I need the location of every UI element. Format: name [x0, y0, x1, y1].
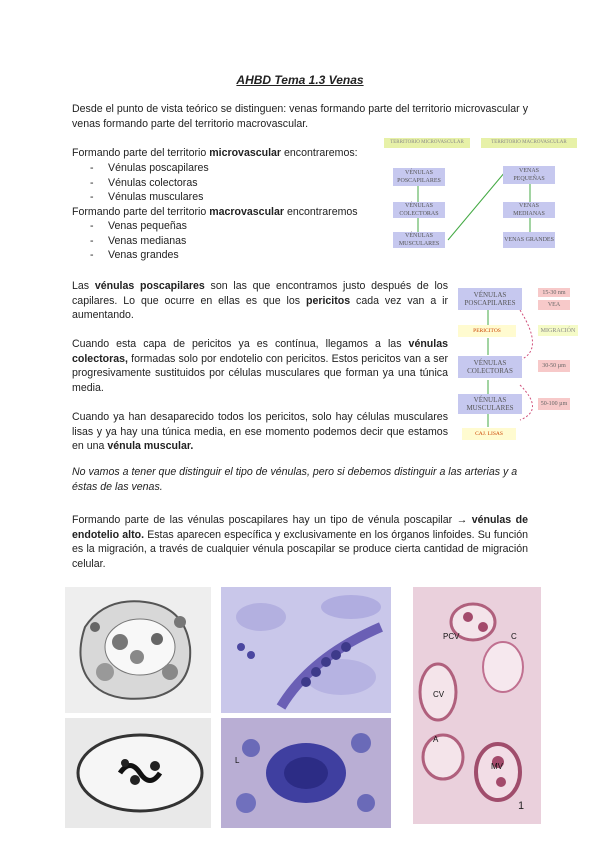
- micrograph-hev-stain: [221, 718, 391, 828]
- label-c: C: [511, 632, 517, 641]
- diagram1-header-micro: TERRITORIO MICROVASCULAR: [384, 138, 470, 148]
- text-bold: vénula muscular.: [107, 440, 194, 452]
- diagram1-box-colectoras: VÉNULAS COLECTORAS: [393, 202, 445, 218]
- diagram2-box-colectoras: VÉNULAS COLECTORAS: [458, 356, 522, 378]
- list-item: - Venas grandes: [90, 248, 187, 263]
- text-span: formadas solo por endotelio con pericitos. Estos pericitos van a ser progresivamente sustituidos por células musculares que forman ya una túnica media.: [72, 352, 448, 394]
- list-item: - Vénulas poscapilares: [90, 161, 209, 176]
- diagram1-box-grandes: VENAS GRANDES: [503, 232, 555, 248]
- diagram2-box-pericitos: PERICITOS: [458, 325, 516, 337]
- diagram2-box-musculares: VÉNULAS MUSCULARES: [458, 394, 522, 414]
- para-hev: [72, 513, 528, 571]
- text-bold: vénulas colectoras,: [72, 338, 448, 365]
- diagram2-box-cajlisas: CAJ. LISAS: [462, 428, 516, 440]
- diagram2-tag-size1: 15-30 nm: [538, 288, 570, 297]
- list-item: - Vénulas colectoras: [90, 176, 209, 191]
- macro-bold: macrovascular: [209, 206, 284, 218]
- micrograph-em-2: [65, 718, 211, 828]
- diagram2-tag-vea: VEA: [538, 300, 570, 310]
- text-span: Formando parte de las vénulas poscapilares hay un tipo de vénula poscapilar →: [72, 514, 472, 526]
- diagram2-tag-size3: 50-100 µm: [538, 398, 570, 410]
- micrograph-em-1: [65, 587, 211, 713]
- micro-pre: Formando parte del territorio: [72, 147, 210, 159]
- label-l: L: [235, 756, 240, 765]
- text-span: Cuando ya han desaparecido todos los pericitos, solo hay células musculares lisas y ya hay una túnica media, en ese momento podemos decir que estamos en una: [72, 411, 448, 452]
- label-cv: CV: [433, 690, 445, 699]
- list-item: - Venas medianas: [90, 234, 187, 249]
- diagram1-header-macro: TERRITORIO MACROVASCULAR: [481, 138, 577, 148]
- italic-note: No vamos a tener que distinguir el tipo de vénulas, pero si debemos distinguir a las arterias y a éstas de las venas.: [72, 466, 518, 493]
- diagram1-box-musculares: VÉNULAS MUSCULARES: [393, 232, 445, 248]
- macro-pre: Formando parte del territorio: [72, 206, 210, 218]
- text-span: Cuando esta capa de pericitos ya es contínua, llegamos a las: [72, 338, 409, 350]
- micro-post: encontraremos:: [281, 147, 358, 159]
- label-mv: MV: [491, 762, 503, 771]
- text-bold: vénulas poscapilares: [94, 280, 205, 292]
- list-item: - Venas pequeñas: [90, 219, 187, 234]
- page-title: AHBD Tema 1.3 Venas: [236, 73, 364, 87]
- diagram1-box-pequenas: VENAS PEQUEÑAS: [503, 166, 555, 184]
- micrograph-pink: [413, 587, 541, 824]
- text-span: son las que encontramos justo después de los capilares. Lo que ocurre en ellas es que los: [72, 280, 448, 307]
- label-a: A: [433, 735, 439, 744]
- text-span: cada vez van a ir aumentando.: [72, 294, 448, 321]
- text-bold: pericitos: [305, 294, 351, 307]
- micro-bold: microvascular: [209, 147, 282, 159]
- text-span: Estas aparecen específica y exclusivamente en los órganos linfoides. Su función es la migración, a través de cualquier vénula poscapilar se produce cierta cantidad de migración celular.: [72, 528, 529, 570]
- diagram2-tag-size2: 30-50 µm: [538, 360, 570, 372]
- diagram2-box-poscapilares: VÉNULAS POSCAPILARES: [458, 288, 522, 310]
- intro-paragraph: Desde el punto de vista teórico se distinguen: venas formando parte del territorio microvascular y venas formando parte del territorio macrovascular.: [72, 103, 528, 130]
- micrograph-hev-blue: [221, 587, 391, 713]
- diagram2-tag-migracion: MIGRACIÓN: [538, 325, 578, 336]
- list-item: - Vénulas musculares: [90, 190, 209, 205]
- label-pcv: PCV: [443, 632, 460, 641]
- diagram1-box-medianas: VENAS MEDIANAS: [503, 202, 555, 218]
- diagram1-box-poscapilares: VÉNULAS POSCAPILARES: [393, 168, 445, 186]
- page-number: 1: [518, 800, 524, 812]
- text-bold: vénulas de endotelio alto.: [72, 514, 528, 541]
- macro-post: encontraremos: [284, 206, 358, 218]
- text-span: Las: [72, 280, 95, 292]
